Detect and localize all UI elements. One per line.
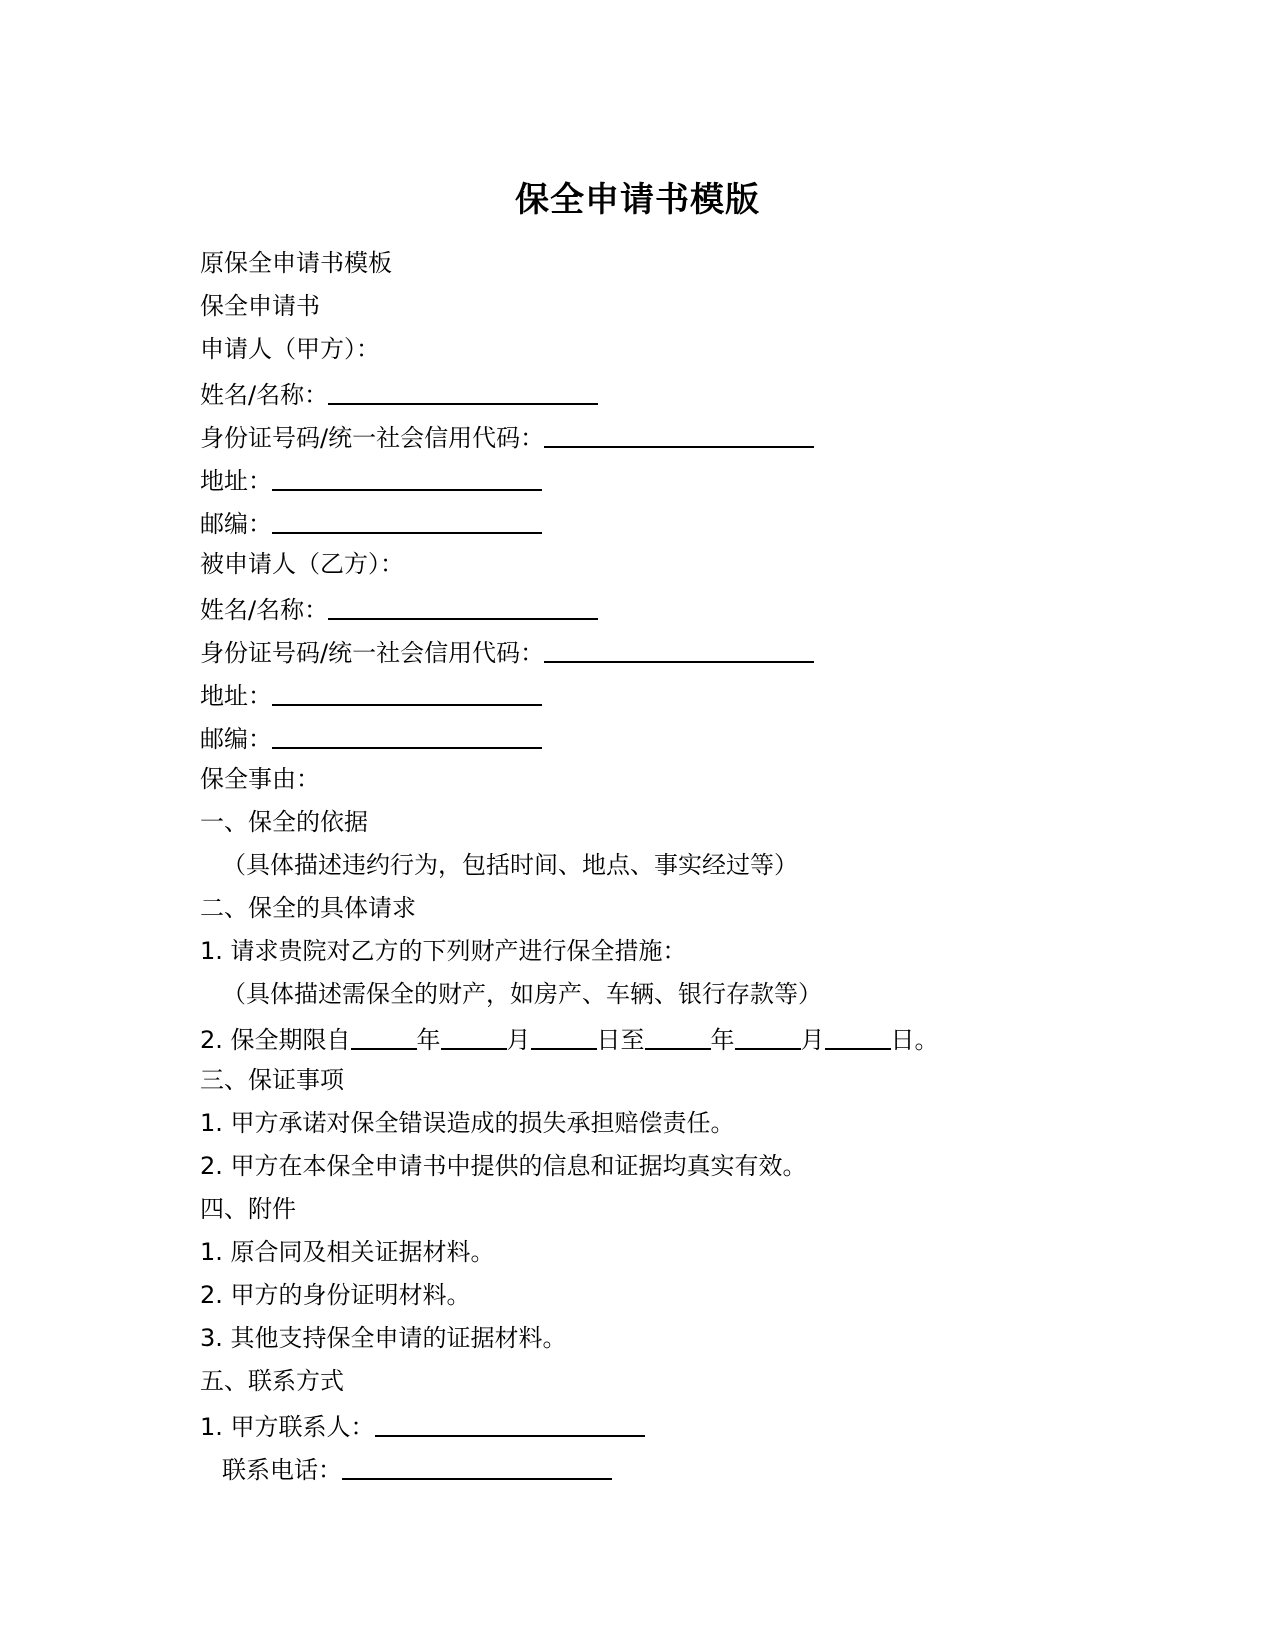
document-body (200, 242, 1200, 1489)
section-5-heading: 五、联系方式 (200, 1367, 344, 1395)
applicant-address-field[interactable] (272, 459, 542, 491)
section-4-item-2: 2. 甲方的身份证明材料。 (200, 1281, 471, 1309)
contact-person-row (200, 1403, 1200, 1446)
section-1-heading: 一、保全的依据 (200, 808, 368, 836)
respondent-name-field[interactable] (328, 588, 598, 620)
respondent-name-label: 姓名/名称： (200, 596, 329, 624)
applicant-name-field[interactable] (328, 373, 598, 405)
applicant-address-label: 地址： (200, 467, 272, 495)
respondent-address-label: 地址： (200, 682, 272, 710)
section-2-heading: 二、保全的具体请求 (200, 894, 416, 922)
start-year-field[interactable] (351, 1018, 417, 1050)
end-year-label: 年 (710, 1026, 735, 1054)
contact-phone-field[interactable] (342, 1448, 612, 1480)
contact-phone-row (200, 1446, 1200, 1489)
applicant-id-field[interactable] (544, 416, 814, 448)
applicant-id-row (200, 414, 1200, 457)
section-3-item-1: 1. 甲方承诺对保全错误造成的损失承担赔偿责任。 (200, 1109, 735, 1137)
document-title: 保全申请书模版 (515, 180, 760, 220)
section-4-item-1: 1. 原合同及相关证据材料。 (200, 1238, 495, 1266)
section-2-item-1-description: （具体描述需保全的财产，如房产、车辆、银行存款等） (222, 980, 822, 1008)
preservation-reason-heading: 保全事由： (200, 765, 320, 793)
start-year-label: 年 (416, 1026, 441, 1054)
respondent-address-field[interactable] (272, 674, 542, 706)
applicant-address-row (200, 457, 1200, 500)
respondent-id-label: 身份证号码/统一社会信用代码： (200, 639, 545, 667)
respondent-postcode-label: 邮编： (200, 725, 272, 753)
respondent-id-row (200, 629, 1200, 672)
end-month-field[interactable] (735, 1018, 801, 1050)
start-month-field[interactable] (441, 1018, 507, 1050)
applicant-name-label: 姓名/名称： (200, 381, 329, 409)
respondent-name-row (200, 586, 1200, 629)
subtitle-original-template: 原保全申请书模板 (200, 249, 392, 277)
end-year-field[interactable] (645, 1018, 711, 1050)
section-4-item-3: 3. 其他支持保全申请的证据材料。 (200, 1324, 567, 1352)
applicant-heading: 申请人（甲方）： (200, 335, 380, 363)
contact-person-field[interactable] (375, 1405, 645, 1437)
start-month-label: 月 (506, 1026, 531, 1054)
contact-person-label: 1. 甲方联系人： (200, 1413, 375, 1441)
contact-phone-label: 联系电话： (222, 1456, 342, 1484)
respondent-id-field[interactable] (544, 631, 814, 663)
start-day-label: 日至 (596, 1026, 645, 1054)
section-2-item-1: 1. 请求贵院对乙方的下列财产进行保全措施： (200, 937, 687, 965)
respondent-postcode-field[interactable] (272, 717, 542, 749)
subtitle-application: 保全申请书 (200, 292, 320, 320)
applicant-id-label: 身份证号码/统一社会信用代码： (200, 424, 545, 452)
section-4-heading: 四、附件 (200, 1195, 296, 1223)
applicant-postcode-row (200, 500, 1200, 543)
end-day-field[interactable] (825, 1018, 891, 1050)
section-3-heading: 三、保证事项 (200, 1066, 344, 1094)
applicant-postcode-label: 邮编： (200, 510, 272, 538)
section-2-item-2-period (200, 1016, 1200, 1059)
respondent-postcode-row (200, 715, 1200, 758)
section-3-item-2: 2. 甲方在本保全申请书中提供的信息和证据均真实有效。 (200, 1152, 807, 1180)
applicant-postcode-field[interactable] (272, 502, 542, 534)
period-prefix: 2. 保全期限自 (200, 1026, 351, 1054)
section-1-description: （具体描述违约行为，包括时间、地点、事实经过等） (222, 851, 798, 879)
respondent-heading: 被申请人（乙方）： (200, 550, 404, 578)
applicant-name-row (200, 371, 1200, 414)
end-month-label: 月 (800, 1026, 825, 1054)
start-day-field[interactable] (531, 1018, 597, 1050)
end-day-label: 日。 (890, 1026, 939, 1054)
respondent-address-row (200, 672, 1200, 715)
